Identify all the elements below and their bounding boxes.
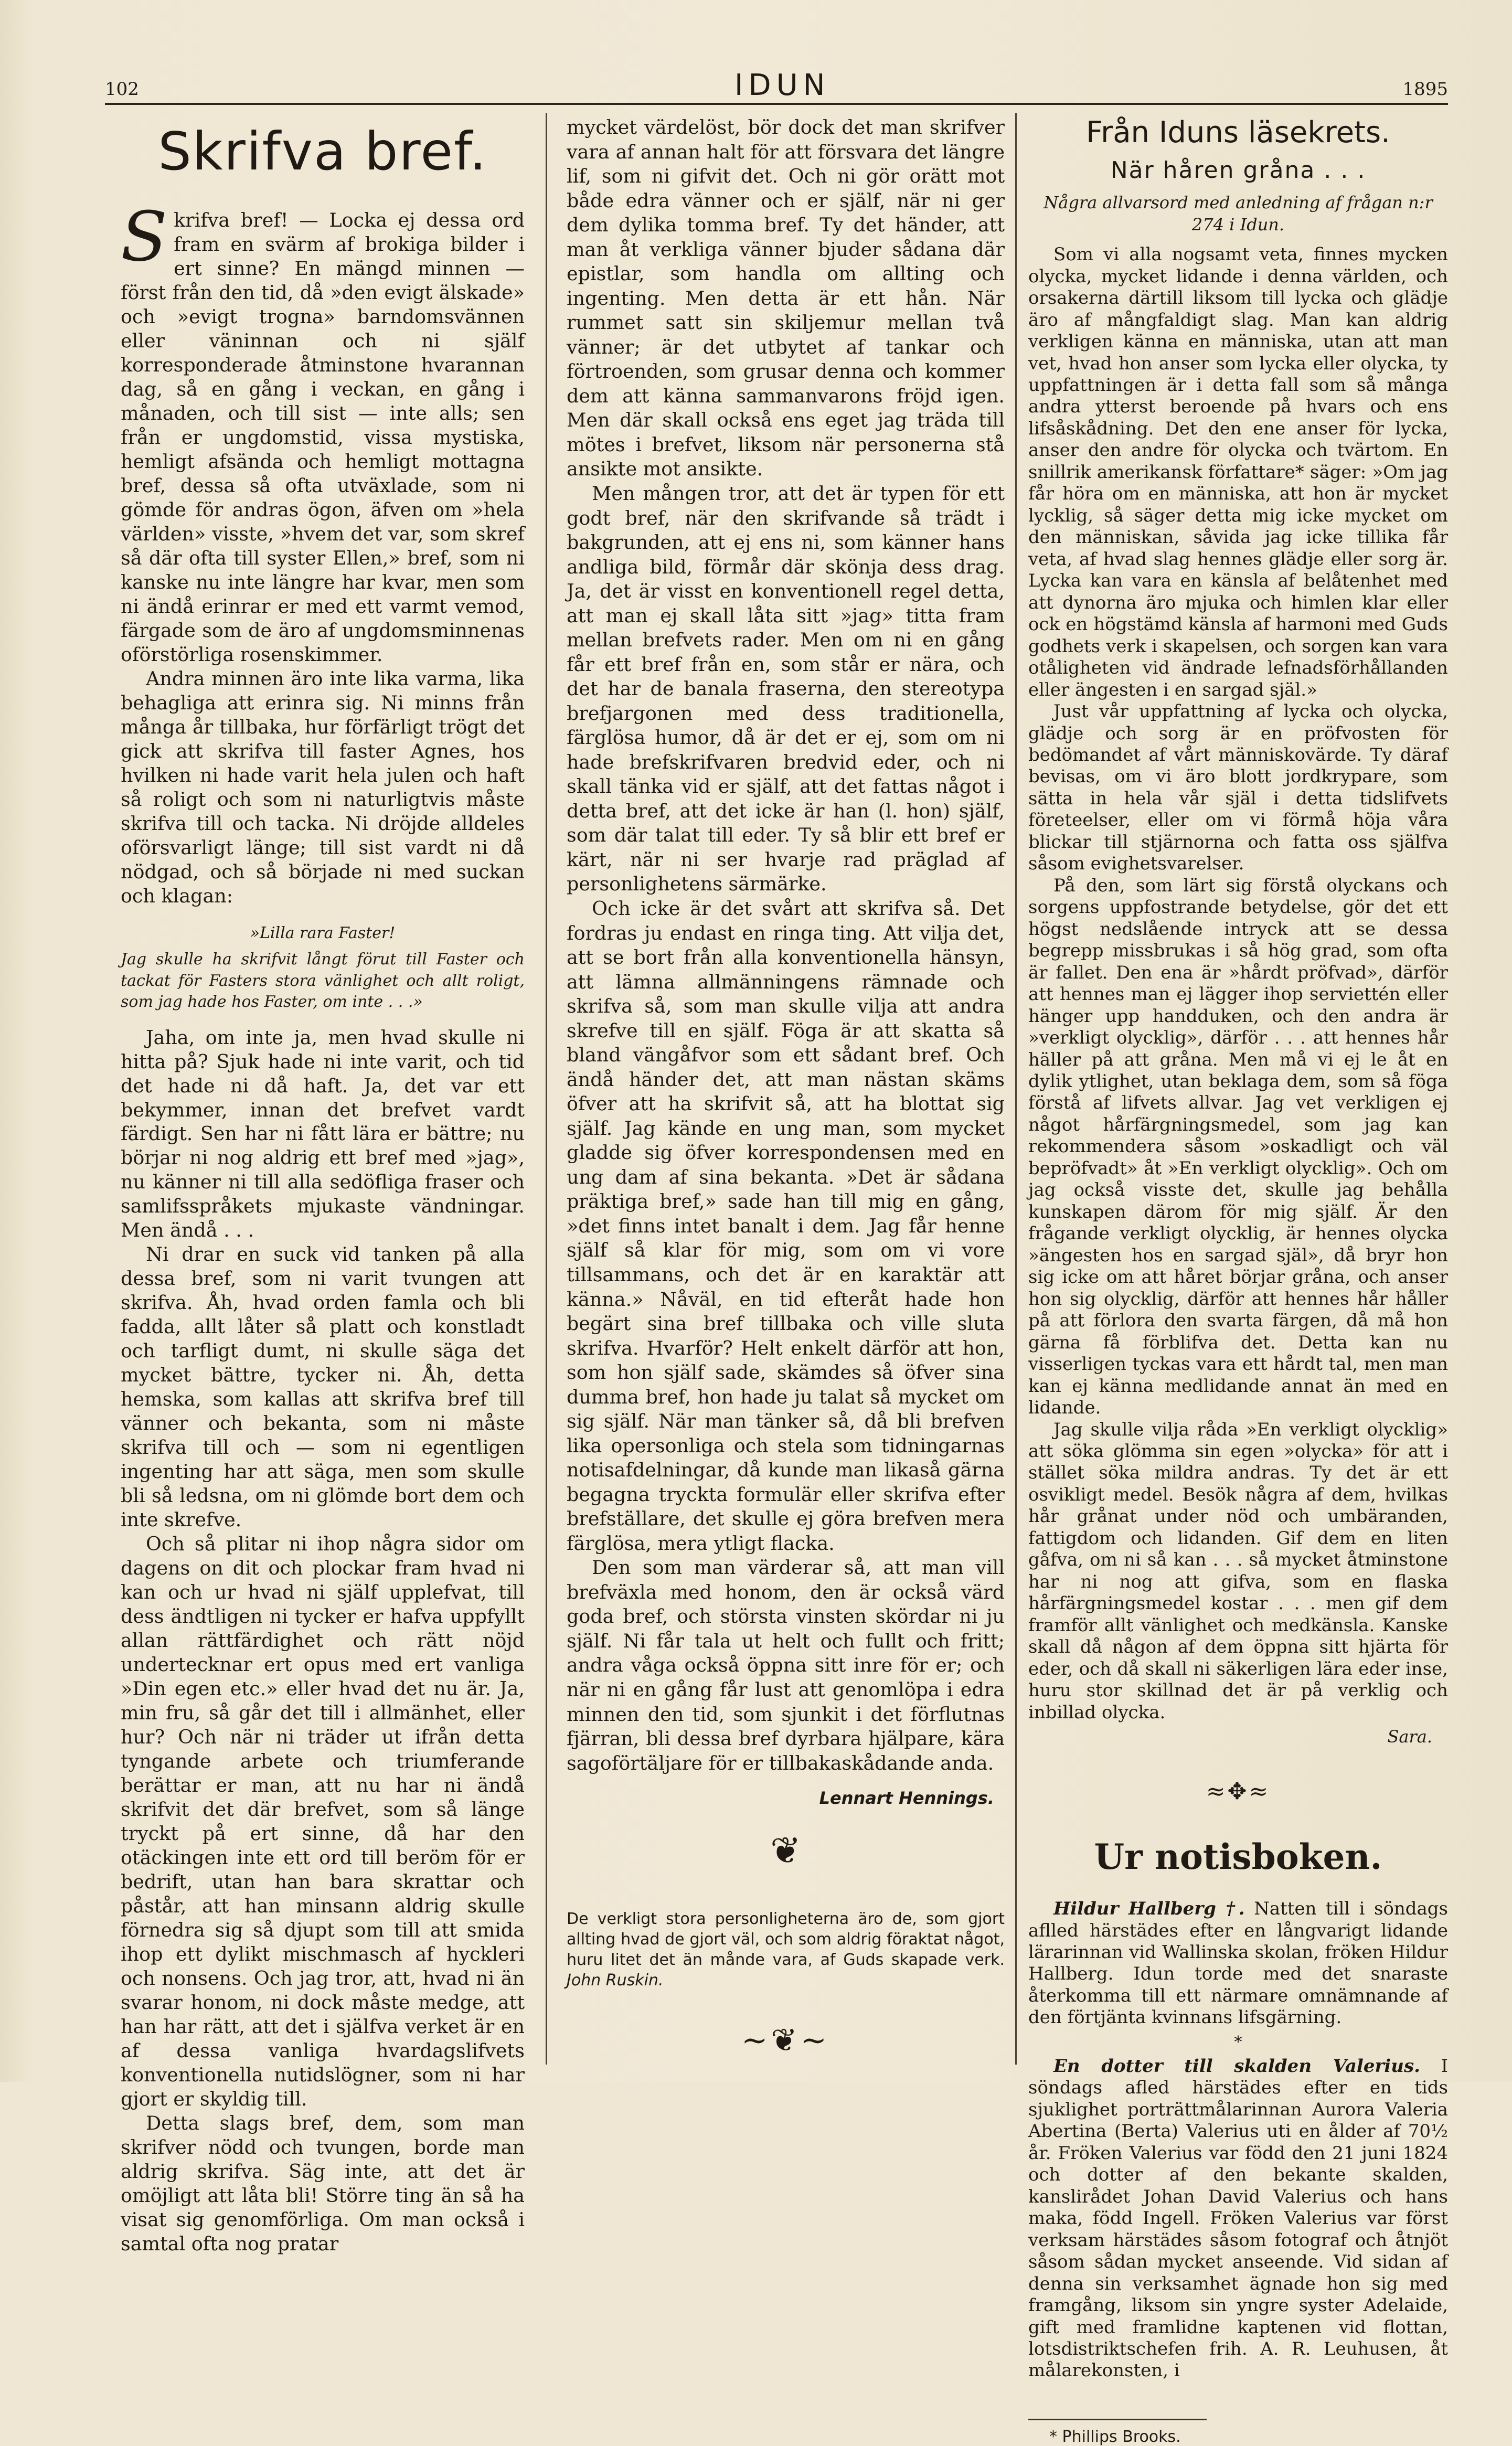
notice-lead: En dotter till skalden Valerius. xyxy=(1053,2055,1420,2077)
quote-text: De verkligt stora personligheterna äro de, som gjort allting hvad de gjort väl, och som aldrig föraktat något, huru litet det än månde vara, af Guds skapade verk. xyxy=(567,1910,1005,1970)
article-signature: Lennart Hennings. xyxy=(819,1788,994,1809)
separator-star: * xyxy=(1234,2033,1242,2051)
fleuron-ornament: ❦ xyxy=(770,1829,801,1873)
article-title: Skrifva bref. xyxy=(158,121,487,182)
page-number: 102 xyxy=(105,79,139,100)
letter-quote xyxy=(121,923,525,1013)
paragraph: mycket värdelöst, bör dock det man skrifver vara af annan halt för att försvara det längre lif, som ni gifvit det. Och ni gör orätt mot både edra vänner och er själf, när ni ger dem dylika tomma bref. Ty det händer, att man åt verkliga vänner bjuder sådana där epistlar, som handla om allting och ingenting. Men detta är ett hån. När rummet satt sin skiljemur mellan två vänner; är det utbytet af tankar och förtroenden, som grusar denna och kommer dem att känna sammanvarons fröjd igen. Men där skall också ens eget jag träda till mötes i brefvet, liksom när personerna stå ansikte mot ansikte. xyxy=(567,116,1005,481)
notice-lead: Hildur Hallberg †. xyxy=(1053,1898,1245,1920)
notice-text: Natten till i söndags aflled härstädes efter en långvarigt lidande lärarinnan vid Wallinska skolan, fröken Hildur Hallberg. Idun torde med det snaraste återkomma till ett närmare omnämnande af den förtjänta kvinnans lifsgärning. xyxy=(1028,1898,1449,2028)
quote-author: John Ruskin. xyxy=(567,1971,664,1990)
letter-body: Jag skulle ha skrifvit långt förut till Faster och tackat för Fasters stora vänlighet och allt roligt, som jag hade hos Faster, om inte . . .» xyxy=(121,950,525,1012)
column-divider xyxy=(546,113,547,2065)
paragraph: Jag skulle vilja råda »En verkligt olycklig» att söka glömma sin egen »olycka» för att i stället söka mildra andras. Ty det är ett osvikligt medel. Besök några af dem, hvilkas hår grånat under nöd och umbäranden, fattigdom och lidanden. Gif dem en liten gåfva, om ni så kan . . . så mycket åtminstone har ni nog att gifva, som en flaska hårfärgningsmedel kostar . . . men gif dem framför allt vänlighet och medkänsla. Kanske skall då någon af dem öppna sitt hjärta för eder, och då skall ni säkerligen lära eder inse, huru stor skillnad det är på verklig och inbillad olycka. xyxy=(1028,1419,1448,1723)
paragraph-text: krifva bref! — Locka ej dessa ord fram en svärm af brokiga bilder i ert sinne? En mängd minnen — först från den tid, då »den evigt älskade» och »evigt trogna» barndomsvännen eller väninnan och ni själf korresponderade åtminstone hvarannan dag, så en gång i veckan, en gång i månaden, och till sist — inte alls; sen från er ungdomstid, vissa mystiska, hemligt afsända och hemligt mottagna bref, dessa så ofta utväxlade, som ni gömde för andras ögon, äfven om »hela världen» visste, »hvem det var, som skref så där ofta till syster Ellen,» bref, som ni kanske nu inte längre har kvar, men som ni ändå erinrar er med ett varmt vemod, färgade som de äro af ungdomsminnenas oförstörliga rosenskimmer. xyxy=(121,209,525,666)
column-1 xyxy=(121,115,525,2256)
paragraph xyxy=(121,197,525,667)
header-rule xyxy=(105,103,1448,105)
section-title: Från Iduns läsekrets. xyxy=(1086,115,1390,150)
column-divider xyxy=(1015,113,1017,2065)
page-header xyxy=(105,68,1448,100)
notice-text: I söndags afled härstädes efter en tids sjuklighet porträttmålarinnan Aurora Valeria Abertina (Berta) Valerius uti en ålder af 70½ år. Fröken Valerius var född den 21 juni 1824 och dotter af den bekante skalden, kanslirådet Johan David Valerius och hans maka, född Ingell. Fröken Valerius var först verksam härstädes såsom fotograf och åtnjöt såsom sådan mycket anseende. Vid sidan af denna sin verksamhet ägnade hon sig med framgång, liksom sin yngre syster Adelaide, gift med framlidne kaptenen vid flottan, lotsdistriktschefen frih. A. R. Leuhusen, åt målarekonsten, i xyxy=(1028,2055,1448,2381)
column-3 xyxy=(1028,115,1448,2446)
paragraph: Jaha, om inte ja, men hvad skulle ni hitta på? Sjuk hade ni inte varit, och tid det hade ni då haft. Ja, det var ett bekymmer, innan det brefvet vardt färdigt. Sen har ni fått lära er bättre; nu börjar ni nog aldrig ett bref med »jag», nu känner ni till alla sedöfliga fraser och samlifsspråkets mjukaste vändningar. Men ändå . . . xyxy=(121,1026,525,1242)
divider-ornament: ≈✥≈ xyxy=(1206,1778,1271,1805)
paragraph: Andra minnen äro inte lika varma, lika behagliga att erinra sig. Ni minns från många år tillbaka, hur förfärligt trögt det gick att skrifva till faster Agnes, hos hvilken ni hade varit hela julen och haft så roligt och som ni naturligtvis måste skrifva till och tacka. Ni dröjde alldeles oförsvarligt länge; till sist vardt ni då nödgad, och så började ni med suckan och klagan: xyxy=(121,667,525,907)
article-signature: Sara. xyxy=(1387,1727,1432,1747)
paragraph: Som vi alla nogsamt veta, finnes mycken olycka, mycket lidande i denna världen, och orsakerna därtill liksom till lycka och glädje äro af mångfaldigt slag. Man kan aldrig verkligen känna en människa, utan att man vet, hvad hon anser som lycka eller olycka, ty uppfattningen är i detta fall som så många andra ytterst beroende på hvars och ens lifsåskådning. Det den ene anser för lycka, anser den andre för olycka och tvärtom. En snillrik amerikansk författare* säger: »Om jag får höra om en människa, att hon är mycket lycklig, så säger detta mig icke mycket om den människan, såvida jag icke tillika får veta, af hvad slag hennes glädje eller sorg är. Lycka kan vara en känsla af belåtenhet med att dynorna äro mjuka och himlen klar eller ock en högstämd känsla af harmoni med Guds godhets verk i skapelsen, och sorgen kan vara otåligheten vid ändrade lefnadsförhållanden eller ängesten i en sargad själ.» xyxy=(1028,244,1448,700)
paragraph: Den som man värderar så, att man vill brefväxla med honom, den är också värd goda bref, och största vinsten skördar ni ju själf. Ni får tala ut helt och fullt och fritt; andra våga också öppna sitt inre för er; och när ni en gång får lust att genomlöpa i edra minnen den tid, som sjunkit i det förflutnas fjärran, bli dessa bref dyrbara hjälpare, kära sagoförtäljare för er tillbakaskådande anda. xyxy=(567,1556,1005,1774)
ruskin-quote xyxy=(567,1909,1005,1991)
paragraph: Ni drar en suck vid tanken på alla dessa bref, som ni varit tvungen att skrifva. Åh, hvad orden famla och bli fadda, allt låter så platt och konstladt och tarfligt dumt, ni skulle säga det mycket bättre, tycker ni. Åh, detta hemska, som kallas att skrifva bref till vänner och bekanta, som ni måste skrifva till och — som ni egentligen ingenting har att säga, men som skulle bli så ledsna, om ni glömde bort dem och inte skrefve. xyxy=(121,1243,525,1532)
paragraph: Just vår uppfattning af lycka och olycka, glädje och sorg är en pröfvosten för bedömandet af vårt människovärde. Ty däraf bevisas, om vi äro blott jordkrypare, som sätta in hela vår själ i detta tidslifvets företeelser, eller om vi förmå höja våra blickar till stjärnorna och fatta oss själfva såsom evighetsvarelser. xyxy=(1028,701,1448,875)
year: 1895 xyxy=(1402,79,1448,100)
masthead: IDUN xyxy=(734,68,830,102)
paragraph: Men mången tror, att det är typen för ett godt bref, när den skrifvande så trädt i bakgrunden, att ej ens ni, som känner hans andliga bild, förmår där skönja dess drag. Ja, det är visst en konventionell regel detta, att man ej skall låta sitt »jag» titta fram mellan brefvets rader. Men om ni en gång får ett bref från en, som står er nära, och det har de banala fraserna, den stereotypa brefjargonen med dess traditionella, färglösa humor, då är det er ej, som om ni hade brefskrifvaren bredvid eder, och ni skall tänka vid er själf, att det fattas något i detta bref, att det icke är han (l. hon) själf, som där talat till eder. Ty så blir ett bref er kärt, när ni ser hvarje rad präglad af personlighetens särmärke. xyxy=(567,482,1005,896)
byline: Några allvarsord med anledning af frågan n:r 274 i Idun. xyxy=(1044,193,1433,235)
footnote-rule xyxy=(1028,2419,1207,2420)
paragraph: Och så plitar ni ihop några sidor om dagens on dit och plockar fram hvad ni kan och ur hvad ni själf upplefvat, till dess ändtligen ni tycker er hafva uppfyllt allan rättfärdighet och rätt nöjd undertecknar ert opus med ert vanliga »Din egen etc.» eller hvad det nu är. Ja, min fru, så går det till i allmänhet, eller hur? Och när ni träder ut ifrån detta tyngande arbete och triumferande berättar er man, att nu har ni ändå skrifvit det där brefvet, som så länge tryckt på ert sinne, då har den otäckingen inte ett ord till beröm för er bedrift, utan han bara skrattar och påstår, att han minsann aldrig skulle förnedra sig så djupt som till att smida ihop ett dylikt mischmasch af hyckleri och nonsens. Och jag tror, att, hvad ni än svarar honom, ni dock måste medge, att han har rätt, att det i själfva verket är en af dessa vanliga hvardagslifvets konventionella nutidslögner, som ni har gjort er skyldig till. xyxy=(121,1533,525,2110)
footnote: * Phillips Brooks. xyxy=(1049,2427,1181,2446)
notice-item xyxy=(1028,1898,1448,2029)
letter-salutation: »Lilla rara Faster! xyxy=(250,923,396,942)
paragraph: På den, som lärt sig förstå olyckans och sorgens uppfostrande betydelse, gör det ett högst nedslående intryck att se dessa begrepp missbrukas i så hög grad, som ofta är fallet. Den ena är »hårdt pröfvad», därför att hennes man ej lägger ihop serviettén eller hänger upp handduken, och den andra är »verkligt olycklig», därför . . . att hennes hår häller på att gråna. Men må vi ej le åt en dylik ytlighet, utan beklaga dem, som så föga förstå af lifvets allvar. Jag vet verkligen ej något hårfärgningsmedel, som jag kan rekommendera såsom »oskadligt och väl bepröfvadt» åt »En verkligt olycklig». Och om jag också visste det, skulle jag behålla kunskapen därom för mig själf. Är den frågande verkligt olycklig, är hennes olycka »ängesten hos en sargad själ», då bryr hon sig icke om att håret börjar gråna, och anser hon sig olycklig, därför att hennes hår håller på att förlora den svarta färgen, då må hon gärna få förblifva det. Detta kan nu visserligen tyckas vara ett hårdt tal, men man kan ej känna medlidande annat än med en lidande. xyxy=(1028,875,1448,1419)
notis-section-title: Ur notisboken. xyxy=(1094,1836,1382,1878)
drop-cap: S xyxy=(121,197,168,276)
paragraph: Detta slags bref, dem, som man skrifver nödd och tvungen, borde man aldrig skrifva. Säg inte, att det är omöjligt att låta bli! Större ting än så ha visat sig genomförliga. Om man också i samtal ofta nog pratar xyxy=(121,2111,525,2255)
paragraph: Och icke är det svårt att skrifva så. Det fordras ju endast en ringa ting. Att vilja det, att se bort från alla konventionella hänsyn, att lämna allmänningens rämnade och skrifva så, som man skulle vilja att andra skrefve till en själf. Föga är att skatta så bland vängåfvor som ett sådant bref. Och ändå händer det, att man nästan skäms öfver att ha skrifvit så, att ha blottat sig själf. Jag kände en ung man, som mycket gladde sig öfver korrespondensen med en ung dam af sina bekanta. »Det är sådana präktiga bref,» sade han till mig en gång, »det finns intet banalt i dem. Jag får henne själf så klar för mig, som om vi vore tillsammans, och det är en karaktär att känna.» Nåväl, en tid efteråt hade hon begärt sina bref tillbaka och ville sluta skrifva. Hvarför? Helt enkelt därför att hon, som hon själf sade, skämdes så öfver sina dumma bref, hon hade ju talat så mycket om sig själf. När man tänker så, då bli brefven lika opersonliga och stela som tidningarnas notisafdelningar, då kunde man likaså gärna begagna tryckta formulär eller skrifva efter brefställare, det skulle ej göra brefven mera färglösa, mera ytligt flacka. xyxy=(567,897,1005,1555)
bottom-ornament: ~❦~ xyxy=(741,2022,830,2059)
column-2 xyxy=(567,115,1005,2059)
article-title: När håren gråna . . . xyxy=(1110,157,1366,184)
notice-item xyxy=(1028,2056,1448,2382)
